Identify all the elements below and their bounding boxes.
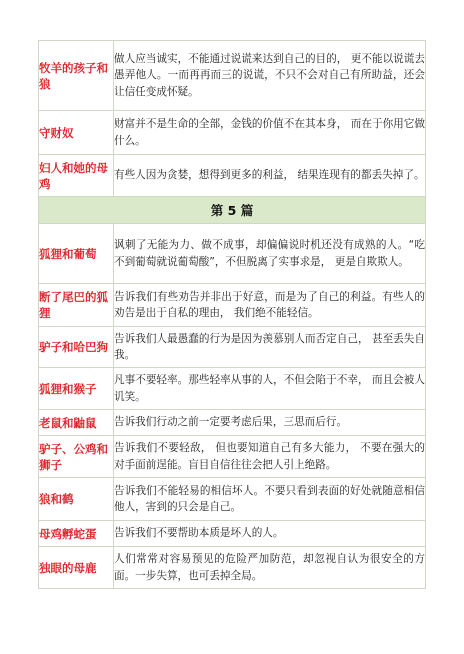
fable-morals-table [38,40,426,589]
table-row [39,327,426,368]
fable-moral: 告诉我们行动之前一定要考虑后果，三思而后行。 [114,410,426,436]
fable-moral: 做人应当诚实，不能通过说谎来达到自己的目的， 更不能以说谎去愚弄他人。一而再再而三的说谎，不只不会对自己有所助益，还会让信任变成怀疑。 [114,41,426,111]
fable-title: 断了尾巴的狐狸 [39,284,114,327]
fable-moral: 告诉我们有些劝告并非出于好意，而是为了自己的利益。有些人的劝告是出于自私的理由， 我们绝不能轻信。 [114,284,426,327]
fable-title: 独眼的母鹿 [39,547,114,589]
fable-title: 驴子和哈巴狗 [39,327,114,368]
table-row [39,111,426,155]
fable-title: 妇人和她的母鸡 [39,155,114,197]
fable-title: 守财奴 [39,111,114,155]
section-heading: 第 5 篇 [39,197,426,224]
table-row [39,368,426,410]
table-row [39,224,426,284]
fable-title: 狐狸和葡萄 [39,224,114,284]
fable-title: 狼和鹤 [39,478,114,521]
table-row [39,521,426,547]
fable-title: 狐狸和猴子 [39,368,114,410]
table-row [39,436,426,478]
table-row [39,284,426,327]
table-row [39,410,426,436]
fable-moral: 人们常常对容易预见的危险严加防范，却忽视自认为很安全的方面。一步失算，也可丢掉全局。 [114,547,426,589]
fable-moral: 凡事不要轻率。那些轻率从事的人，不但会陷于不幸， 而且会被人讥笑。 [114,368,426,410]
fable-title: 老鼠和鼬鼠 [39,410,114,436]
fable-title: 驴子、公鸡和狮子 [39,436,114,478]
fable-moral: 讽刺了无能为力、做不成事，却偏偏说时机还没有成熟的人。“吃不到葡萄就说葡萄酸”，不但脱离了实事求是， 更是自欺欺人。 [114,224,426,284]
fable-moral: 告诉我们不要帮助本质是坏人的人。 [114,521,426,547]
fable-moral: 告诉我们不能轻易的相信坏人。不要只看到表面的好处就随意相信他人，害到的只会是自己。 [114,478,426,521]
table-row [39,41,426,111]
fable-title: 牧羊的孩子和狼 [39,41,114,111]
table-row [39,478,426,521]
section-header-row [39,197,426,224]
fable-morals-page [38,40,426,589]
fable-moral: 财富并不是生命的全部，金钱的价值不在其本身， 而在于你用它做什么。 [114,111,426,155]
table-row [39,155,426,197]
fable-title: 母鸡孵蛇蛋 [39,521,114,547]
fable-moral: 有些人因为贪婪，想得到更多的利益， 结果连现有的都丢失掉了。 [114,155,426,197]
fable-moral: 告诉我们不要轻敌， 但也要知道自己有多大能力， 不要在强大的对手面前逞能。盲目自信往往会把人引上绝路。 [114,436,426,478]
fable-moral: 告诉我们人最愚蠢的行为是因为羡慕别人而否定自己， 甚至丢失自我。 [114,327,426,368]
table-row [39,547,426,589]
